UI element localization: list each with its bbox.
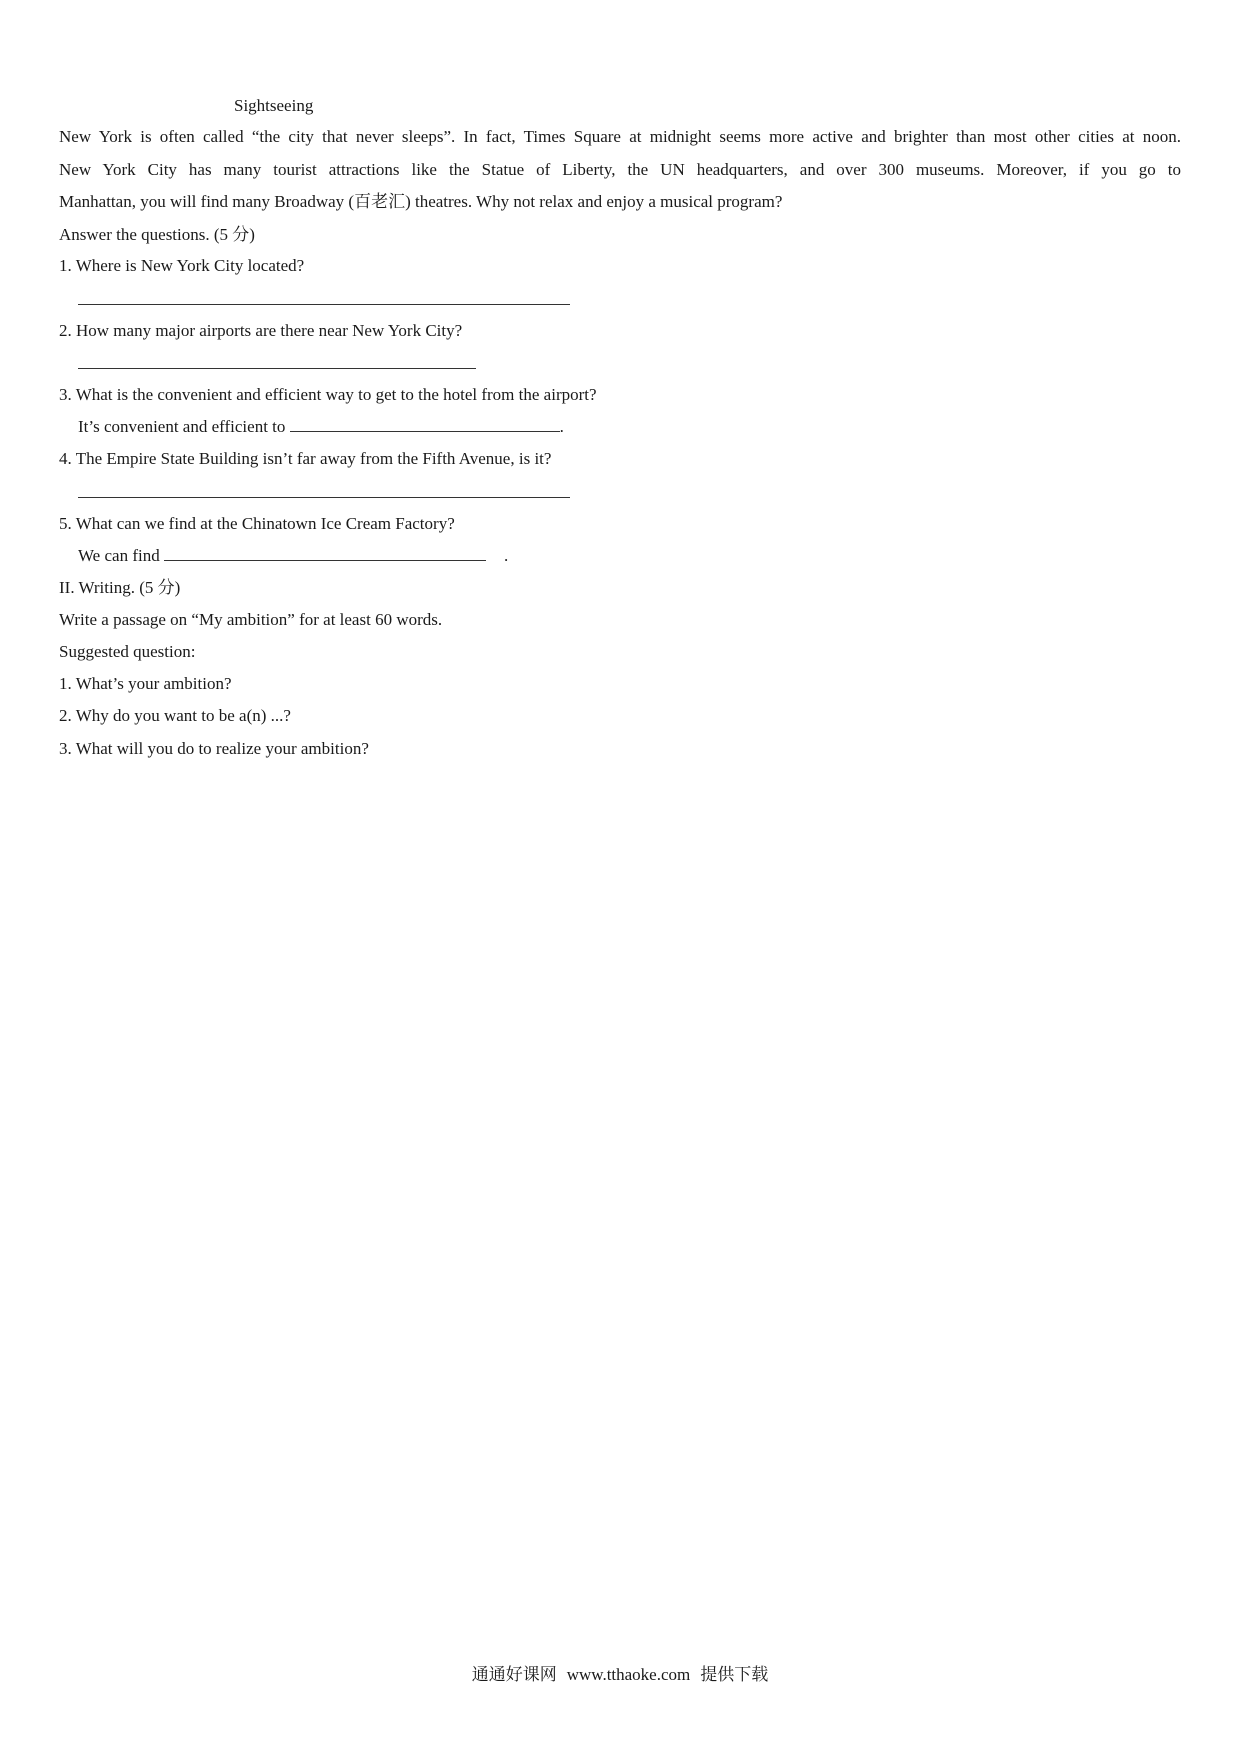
answer-3-prefix: It’s convenient and efficient to <box>78 417 286 436</box>
answer-3-suffix: . <box>559 417 564 436</box>
answer-line-1[interactable] <box>78 304 570 305</box>
page-footer <box>0 1664 1240 1686</box>
page-title: Sightseeing <box>234 96 314 115</box>
instructions: Answer the questions. (5 分) <box>59 225 255 244</box>
footer-url[interactable]: www.tthaoke.com <box>566 1665 691 1684</box>
writing-heading: II. Writing. (5 分) <box>59 578 181 597</box>
answer-blank-3[interactable] <box>290 417 560 432</box>
answer-5-prefix: We can find <box>78 546 160 565</box>
paragraph-line-1: New York is often called “the city that never sleeps”. In fact, Times Square at midnight seems more active and brighter than most other cities at noon. <box>59 127 1181 146</box>
footer-site-name: 通通好课网 <box>471 1665 557 1685</box>
question-2: 2. How many major airports are there near New York City? <box>59 321 463 340</box>
answer-blank-5[interactable] <box>164 546 486 561</box>
paragraph-line-3: Manhattan, you will find many Broadway (百老汇) theatres. Why not relax and enjoy a musical program? <box>59 192 783 211</box>
suggestion-1: 1. What’s your ambition? <box>59 674 232 693</box>
answer-line-2[interactable] <box>78 368 476 369</box>
suggestion-3: 3. What will you do to realize your ambition? <box>59 739 369 758</box>
question-4: 4. The Empire State Building isn’t far away from the Fifth Avenue, is it? <box>59 449 552 468</box>
writing-prompt: Write a passage on “My ambition” for at least 60 words. <box>59 610 443 629</box>
question-5: 5. What can we find at the Chinatown Ice Cream Factory? <box>59 514 455 533</box>
answer-3-row <box>78 416 564 438</box>
question-1: 1. Where is New York City located? <box>59 256 305 275</box>
reading-paragraph <box>59 121 1181 219</box>
suggested-label: Suggested question: <box>59 642 196 661</box>
footer-download-text: 提供下载 <box>700 1665 769 1685</box>
suggestion-2: 2. Why do you want to be a(n) ...? <box>59 706 291 725</box>
answer-5-suffix: . <box>503 546 509 565</box>
question-3: 3. What is the convenient and efficient way to get to the hotel from the airport? <box>59 385 597 404</box>
paragraph-line-2: New York City has many tourist attractions like the Statue of Liberty, the UN headquarters, and over 300 museums. Moreover, if you go to <box>59 159 1181 179</box>
answer-line-4[interactable] <box>78 497 570 498</box>
answer-5-row <box>78 545 508 567</box>
